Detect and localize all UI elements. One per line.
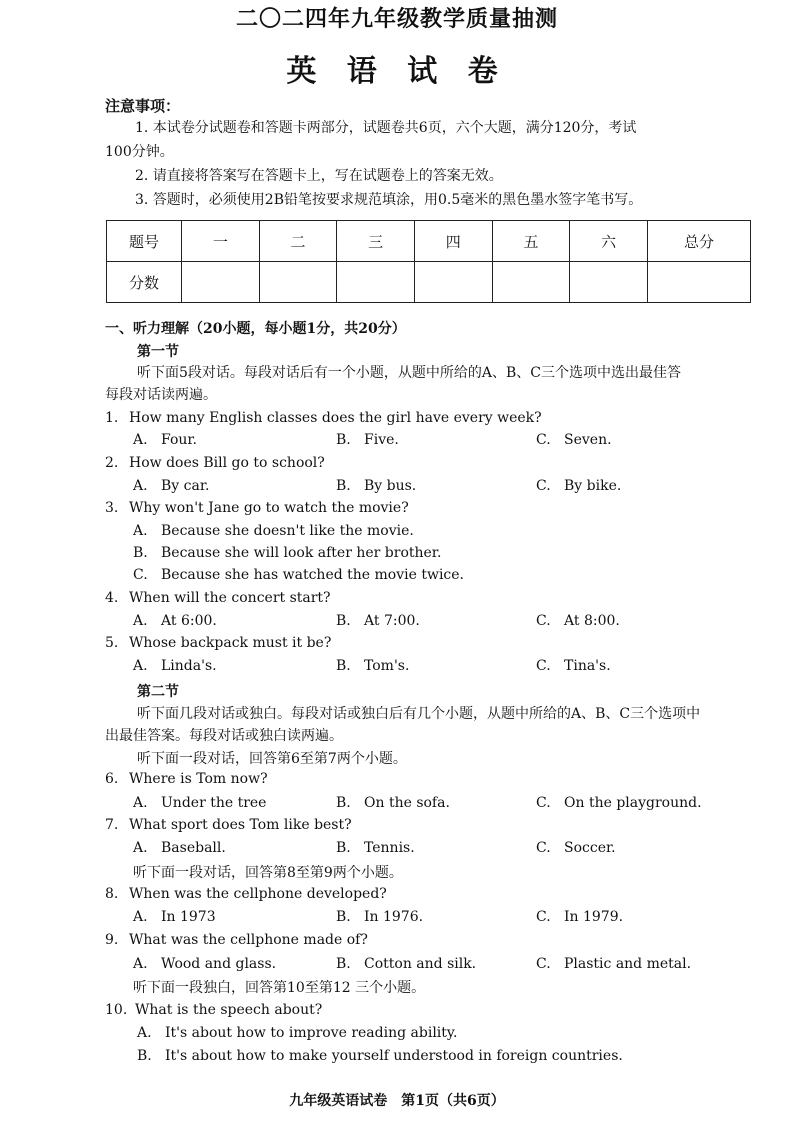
score-cell xyxy=(182,262,260,303)
part-1-instruction-cont: 每段对话读两遍。 xyxy=(105,387,217,403)
question-number: 1. xyxy=(105,410,119,426)
score-table-header-row xyxy=(107,221,751,262)
q1-option-b: B. Five. xyxy=(336,432,399,448)
score-header-cell: 一 xyxy=(182,221,260,262)
exam-title: 二〇二四年九年级教学质量抽测 xyxy=(235,6,558,32)
exam-subtitle: 英 语 试 卷 xyxy=(286,54,508,89)
monologue-10-12-instruction: 听下面一段独白，回答第10至第12 三个小题。 xyxy=(133,980,426,996)
q9-option-a: A. Wood and glass. xyxy=(133,956,277,972)
q10-option-b: B. It's about how to make yourself understood in foreign countries. xyxy=(137,1048,623,1064)
notice-heading: 注意事项： xyxy=(105,97,181,115)
q6-option-a: A. Under the tree xyxy=(133,795,267,811)
question-7: 7. What sport does Tom like best? xyxy=(105,817,352,833)
q4-option-c: C. At 8:00. xyxy=(536,613,620,629)
part-2-heading: 第二节 xyxy=(137,684,179,700)
q9-option-b: B. Cotton and silk. xyxy=(336,956,477,972)
score-label-cell: 分数 xyxy=(107,262,182,303)
question-8: 8. When was the cellphone developed? xyxy=(105,886,387,902)
notice-item-3: 3. 答题时，必须使用2B铅笔按要求规范填涂，用0.5毫米的黑色墨水签字笔书写。 xyxy=(135,192,643,208)
q2-option-c: C. By bike. xyxy=(536,478,622,494)
part-2-instruction-cont: 出最佳答案。每段对话或独白读两遍。 xyxy=(105,728,343,744)
question-text: How many English classes does the girl have every week? xyxy=(129,410,542,426)
dialog-6-7-instruction: 听下面一段对话，回答第6至第7两个小题。 xyxy=(137,751,407,767)
score-cell xyxy=(414,262,492,303)
q10-option-a: A. It's about how to improve reading ability. xyxy=(137,1025,458,1041)
score-header-cell: 六 xyxy=(570,221,648,262)
score-header-cell: 三 xyxy=(337,221,415,262)
q9-option-c: C. Plastic and metal. xyxy=(536,956,692,972)
notice-item-1-cont: 100分钟。 xyxy=(105,144,174,160)
score-cell xyxy=(259,262,337,303)
score-table-score-row xyxy=(107,262,751,303)
q2-option-b: B. By bus. xyxy=(336,478,417,494)
question-10: 10. What is the speech about? xyxy=(105,1002,323,1018)
q5-option-b: B. Tom's. xyxy=(336,658,410,674)
q8-option-b: B. In 1976. xyxy=(336,909,424,925)
notice-item-1: 1. 本试卷分试题卷和答题卡两部分，试题卷共6页，六个大题，满分120分，考试 xyxy=(135,120,637,136)
score-header-cell: 总分 xyxy=(648,221,751,262)
q7-option-a: A. Baseball. xyxy=(133,840,226,856)
section-1-heading: 一、听力理解（20小题，每小题1分，共20分） xyxy=(105,321,406,337)
q6-option-c: C. On the playground. xyxy=(536,795,702,811)
q2-option-a: A. By car. xyxy=(133,478,210,494)
score-cell xyxy=(337,262,415,303)
score-cell xyxy=(648,262,751,303)
q1-option-a: A. Four. xyxy=(133,432,197,448)
score-header-cell: 题号 xyxy=(107,221,182,262)
q5-option-a: A. Linda's. xyxy=(133,658,217,674)
q7-option-b: B. Tennis. xyxy=(336,840,415,856)
score-header-cell: 四 xyxy=(414,221,492,262)
question-9: 9. What was the cellphone made of? xyxy=(105,932,368,948)
q4-option-b: B. At 7:00. xyxy=(336,613,420,629)
notice-item-2: 2. 请直接将答案写在答题卡上，写在试题卷上的答案无效。 xyxy=(135,168,503,184)
score-cell xyxy=(570,262,648,303)
q4-option-a: A. At 6:00. xyxy=(133,613,217,629)
q5-option-c: C. Tina's. xyxy=(536,658,611,674)
q3-option-c: C. Because she has watched the movie twice. xyxy=(133,567,465,583)
part-2-instruction: 听下面几段对话或独白。每段对话或独白后有几个小题，从题中所给的A、B、C三个选项中 xyxy=(137,706,701,722)
score-cell xyxy=(492,262,570,303)
question-1 xyxy=(105,410,542,426)
q8-option-a: A. In 1973 xyxy=(133,909,216,925)
dialog-8-9-instruction: 听下面一段对话，回答第8至第9两个小题。 xyxy=(133,865,403,881)
q6-option-b: B. On the sofa. xyxy=(336,795,450,811)
part-1-heading: 第一节 xyxy=(137,344,179,360)
q7-option-c: C. Soccer. xyxy=(536,840,616,856)
question-6: 6. Where is Tom now? xyxy=(105,771,268,787)
q3-option-a: A. Because she doesn't like the movie. xyxy=(133,523,414,539)
score-header-cell: 二 xyxy=(259,221,337,262)
page-footer: 九年级英语试卷 第1页（共6页） xyxy=(289,1093,505,1109)
q8-option-c: C. In 1979. xyxy=(536,909,624,925)
q3-option-b: B. Because she will look after her brother. xyxy=(133,545,442,561)
score-table xyxy=(106,220,751,303)
score-header-cell: 五 xyxy=(492,221,570,262)
question-3: 3. Why won't Jane go to watch the movie? xyxy=(105,500,409,516)
question-4: 4. When will the concert start? xyxy=(105,590,331,606)
part-1-instruction: 听下面5段对话。每段对话后有一个小题，从题中所给的A、B、C三个选项中选出最佳答 xyxy=(137,365,682,381)
q1-option-c: C. Seven. xyxy=(536,432,612,448)
question-5: 5. Whose backpack must it be? xyxy=(105,635,332,651)
question-2: 2. How does Bill go to school? xyxy=(105,455,325,471)
